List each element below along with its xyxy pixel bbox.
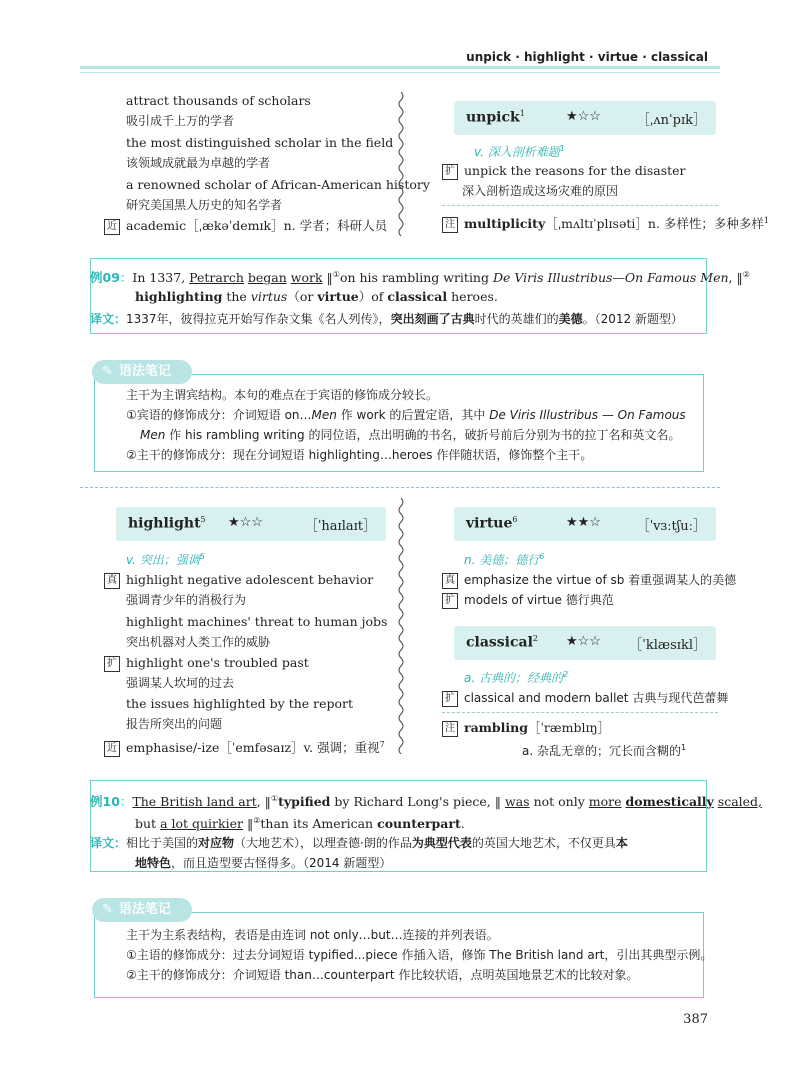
- virtue-phonetic: ［ˈvɜːtʃuː］: [636, 519, 706, 534]
- header-rule-top: [80, 66, 720, 69]
- unpick-ext-en: unpick the reasons for the disaster: [464, 163, 686, 178]
- real-tag: 真: [442, 573, 458, 589]
- ext-tag: 扩: [442, 691, 458, 707]
- highlight-real-4: 突出机器对人类工作的威胁: [126, 635, 271, 649]
- ex09-translation: 译文：1337年，彼得拉克开始写作杂文集《名人列传》，突出刻画了古典时代的英雄们的美德。（2012 新题型）: [90, 312, 683, 326]
- classical-note-def: a. 杂乱无章的；冗长而含糊的$^1$: [522, 743, 687, 758]
- highlight-headword-box: [116, 507, 386, 541]
- header-rule-bottom: [80, 72, 720, 73]
- near-tag: 近: [104, 741, 120, 757]
- virtue-stars: ★★☆: [566, 515, 601, 530]
- note-tag: 注: [442, 217, 458, 233]
- highlight-ext-1: 扩 highlight one's troubled past: [104, 654, 309, 672]
- virtue-word: virtue$^6$: [466, 515, 518, 532]
- tl-line-5: a renowned scholar of African-American history: [126, 177, 430, 192]
- g2-line-3: ②主干的修饰成分：介词短语 than…counterpart 作比较状语，点明英国地景艺术的比较对象。: [126, 968, 639, 982]
- ex10-label: 例10: [90, 794, 120, 810]
- note-word: multiplicity: [464, 216, 546, 232]
- tl-line-6: 研究美国黑人历史的知名学者: [126, 198, 283, 212]
- unpick-pos: v. 深入剖析难题$^1$: [474, 144, 565, 159]
- pen-icon: ✎: [102, 364, 113, 379]
- highlight-real-1: 真 highlight negative adolescent behavior: [104, 571, 373, 589]
- g1-line-3: Men 作 his rambling writing 的同位语，点出明确的书名，破折号前后分别为书的拉丁名和英文名。: [140, 428, 681, 442]
- tl-near: [104, 217, 387, 235]
- near-tag: 近: [104, 219, 120, 235]
- classical-phonetic: ［ˈklæsɪkl］: [629, 638, 706, 653]
- tl-line-2: 吸引成千上万的学者: [126, 114, 235, 128]
- ext-tag: 扩: [442, 593, 458, 609]
- virtue-headword-box: [454, 507, 716, 541]
- virtue-real: 真 emphasize the virtue of sb 着重强调某人的美德: [442, 571, 736, 589]
- highlight-stars: ★☆☆: [228, 515, 263, 530]
- note-tag: 注: [442, 721, 458, 737]
- unpick-ext-cn: 深入剖析造成这场灾难的原因: [462, 184, 619, 198]
- ex09-line-2: highlighting the virtus（or virtue）of classical heroes.: [135, 289, 498, 304]
- g1-line-4: ②主干的修饰成分：现在分词短语 highlighting…heroes 作伴随状语，修饰整个主干。: [126, 448, 593, 462]
- classical-headword-box: [454, 626, 716, 660]
- header-title: unpick · highlight · virtue · classical: [466, 50, 708, 64]
- ext-tag: 扩: [442, 164, 458, 180]
- highlight-ext-2: 强调某人坎坷的过去: [126, 676, 235, 690]
- note-rest: ［ˌmʌltɪˈplɪsəti］n. 多样性；多种多样: [545, 216, 764, 232]
- unpick-headword-box: [454, 101, 716, 135]
- classical-note: 注 rambling［ˈræmblɪŋ］: [442, 719, 610, 737]
- tl-line-1: attract thousands of scholars: [126, 93, 311, 108]
- unpick-word: unpick$^1$: [466, 109, 525, 126]
- unpick-phonetic: ［ˌʌnˈpɪk］: [636, 113, 706, 128]
- highlight-phonetic: ［ˈhaɪlaɪt］: [304, 519, 376, 534]
- wavy-separator-top: [396, 92, 406, 242]
- ex10-translation-1: 译文：相比于美国的对应物（大地艺术），以理查德·朗的作品为典型代表的英国大地艺术，不仅更具本: [90, 836, 628, 850]
- grammar-badge-2: ✎ 语法笔记: [92, 898, 192, 922]
- ex10-line-1: 例10：The British land art, ‖①typified by Richard Long's piece, ‖ was not only more domestically scaled,: [90, 794, 763, 810]
- unpick-ext: [442, 162, 686, 180]
- unpick-note: 注 multiplicity［ˌmʌltɪˈplɪsəti］n. 多样性；多种多样$^1$: [442, 212, 769, 233]
- page-number: 387: [683, 1012, 708, 1027]
- highlight-real-2: 强调青少年的消极行为: [126, 593, 247, 607]
- highlight-word: highlight$^5$: [128, 515, 206, 532]
- classical-stars: ★☆☆: [566, 634, 601, 649]
- highlight-real-3: highlight machines' threat to human jobs: [126, 614, 388, 629]
- ex09-line-1: 例09：In 1337, Petrarch began work ‖①on his rambling writing De Viris Illustribus—On Famous Men, ‖②: [90, 270, 750, 286]
- section-separator: [80, 487, 720, 488]
- highlight-near: 近 emphasise/-ize［ˈemfəsaɪz］v. 强调；重视$^7$: [104, 736, 385, 757]
- highlight-ext-4: 报告所突出的问题: [126, 717, 223, 731]
- classical-divider: [442, 712, 718, 713]
- tl-line-3: the most distinguished scholar in the field: [126, 135, 394, 150]
- ex10-translation-2: 地特色，而且造型要古怪得多。（2014 新题型）: [135, 856, 392, 870]
- near-text: academic［ˌækəˈdemɪk］n. 学者；科研人员: [126, 218, 388, 233]
- g2-line-2: ①主语的修饰成分：过去分词短语 typified...piece 作插入语，修饰 The British land art，引出其典型示例。: [126, 948, 713, 962]
- classical-pos: a. 古典的；经典的$^2$: [464, 670, 569, 685]
- classical-word: classical$^2$: [466, 634, 539, 651]
- unpick-stars: ★☆☆: [566, 109, 601, 124]
- highlight-ext-3: the issues highlighted by the report: [126, 696, 354, 711]
- grammar-badge-1: ✎ 语法笔记: [92, 360, 192, 384]
- wavy-separator-bottom: [396, 498, 406, 754]
- ex09-label: 例09: [90, 270, 120, 286]
- tl-line-4: 该领域成就最为卓越的学者: [126, 156, 271, 170]
- classical-ext: 扩 classical and modern ballet 古典与现代芭蕾舞: [442, 689, 728, 707]
- virtue-ext: 扩 models of virtue 德行典范: [442, 591, 614, 609]
- g1-line-2: ①宾语的修饰成分：介词短语 on…Men 作 work 的后置定语，其中 De Viris Illustribus — On Famous: [126, 408, 686, 422]
- g1-line-1: 主干为主谓宾结构。本句的难点在于宾语的修饰成分较长。: [126, 388, 439, 402]
- highlight-pos: v. 突出；强调$^5$: [126, 552, 205, 567]
- virtue-pos: n. 美德；德行$^6$: [464, 552, 545, 567]
- real-tag: 真: [104, 573, 120, 589]
- g2-line-1: 主干为主系表结构，表语是由连词 not only…but…连接的并列表语。: [126, 928, 499, 942]
- ex10-line-2: but a lot quirkier ‖②than its American counterpart.: [135, 816, 465, 832]
- unpick-divider: [442, 205, 718, 206]
- ext-tag: 扩: [104, 656, 120, 672]
- pen-icon: ✎: [102, 902, 113, 917]
